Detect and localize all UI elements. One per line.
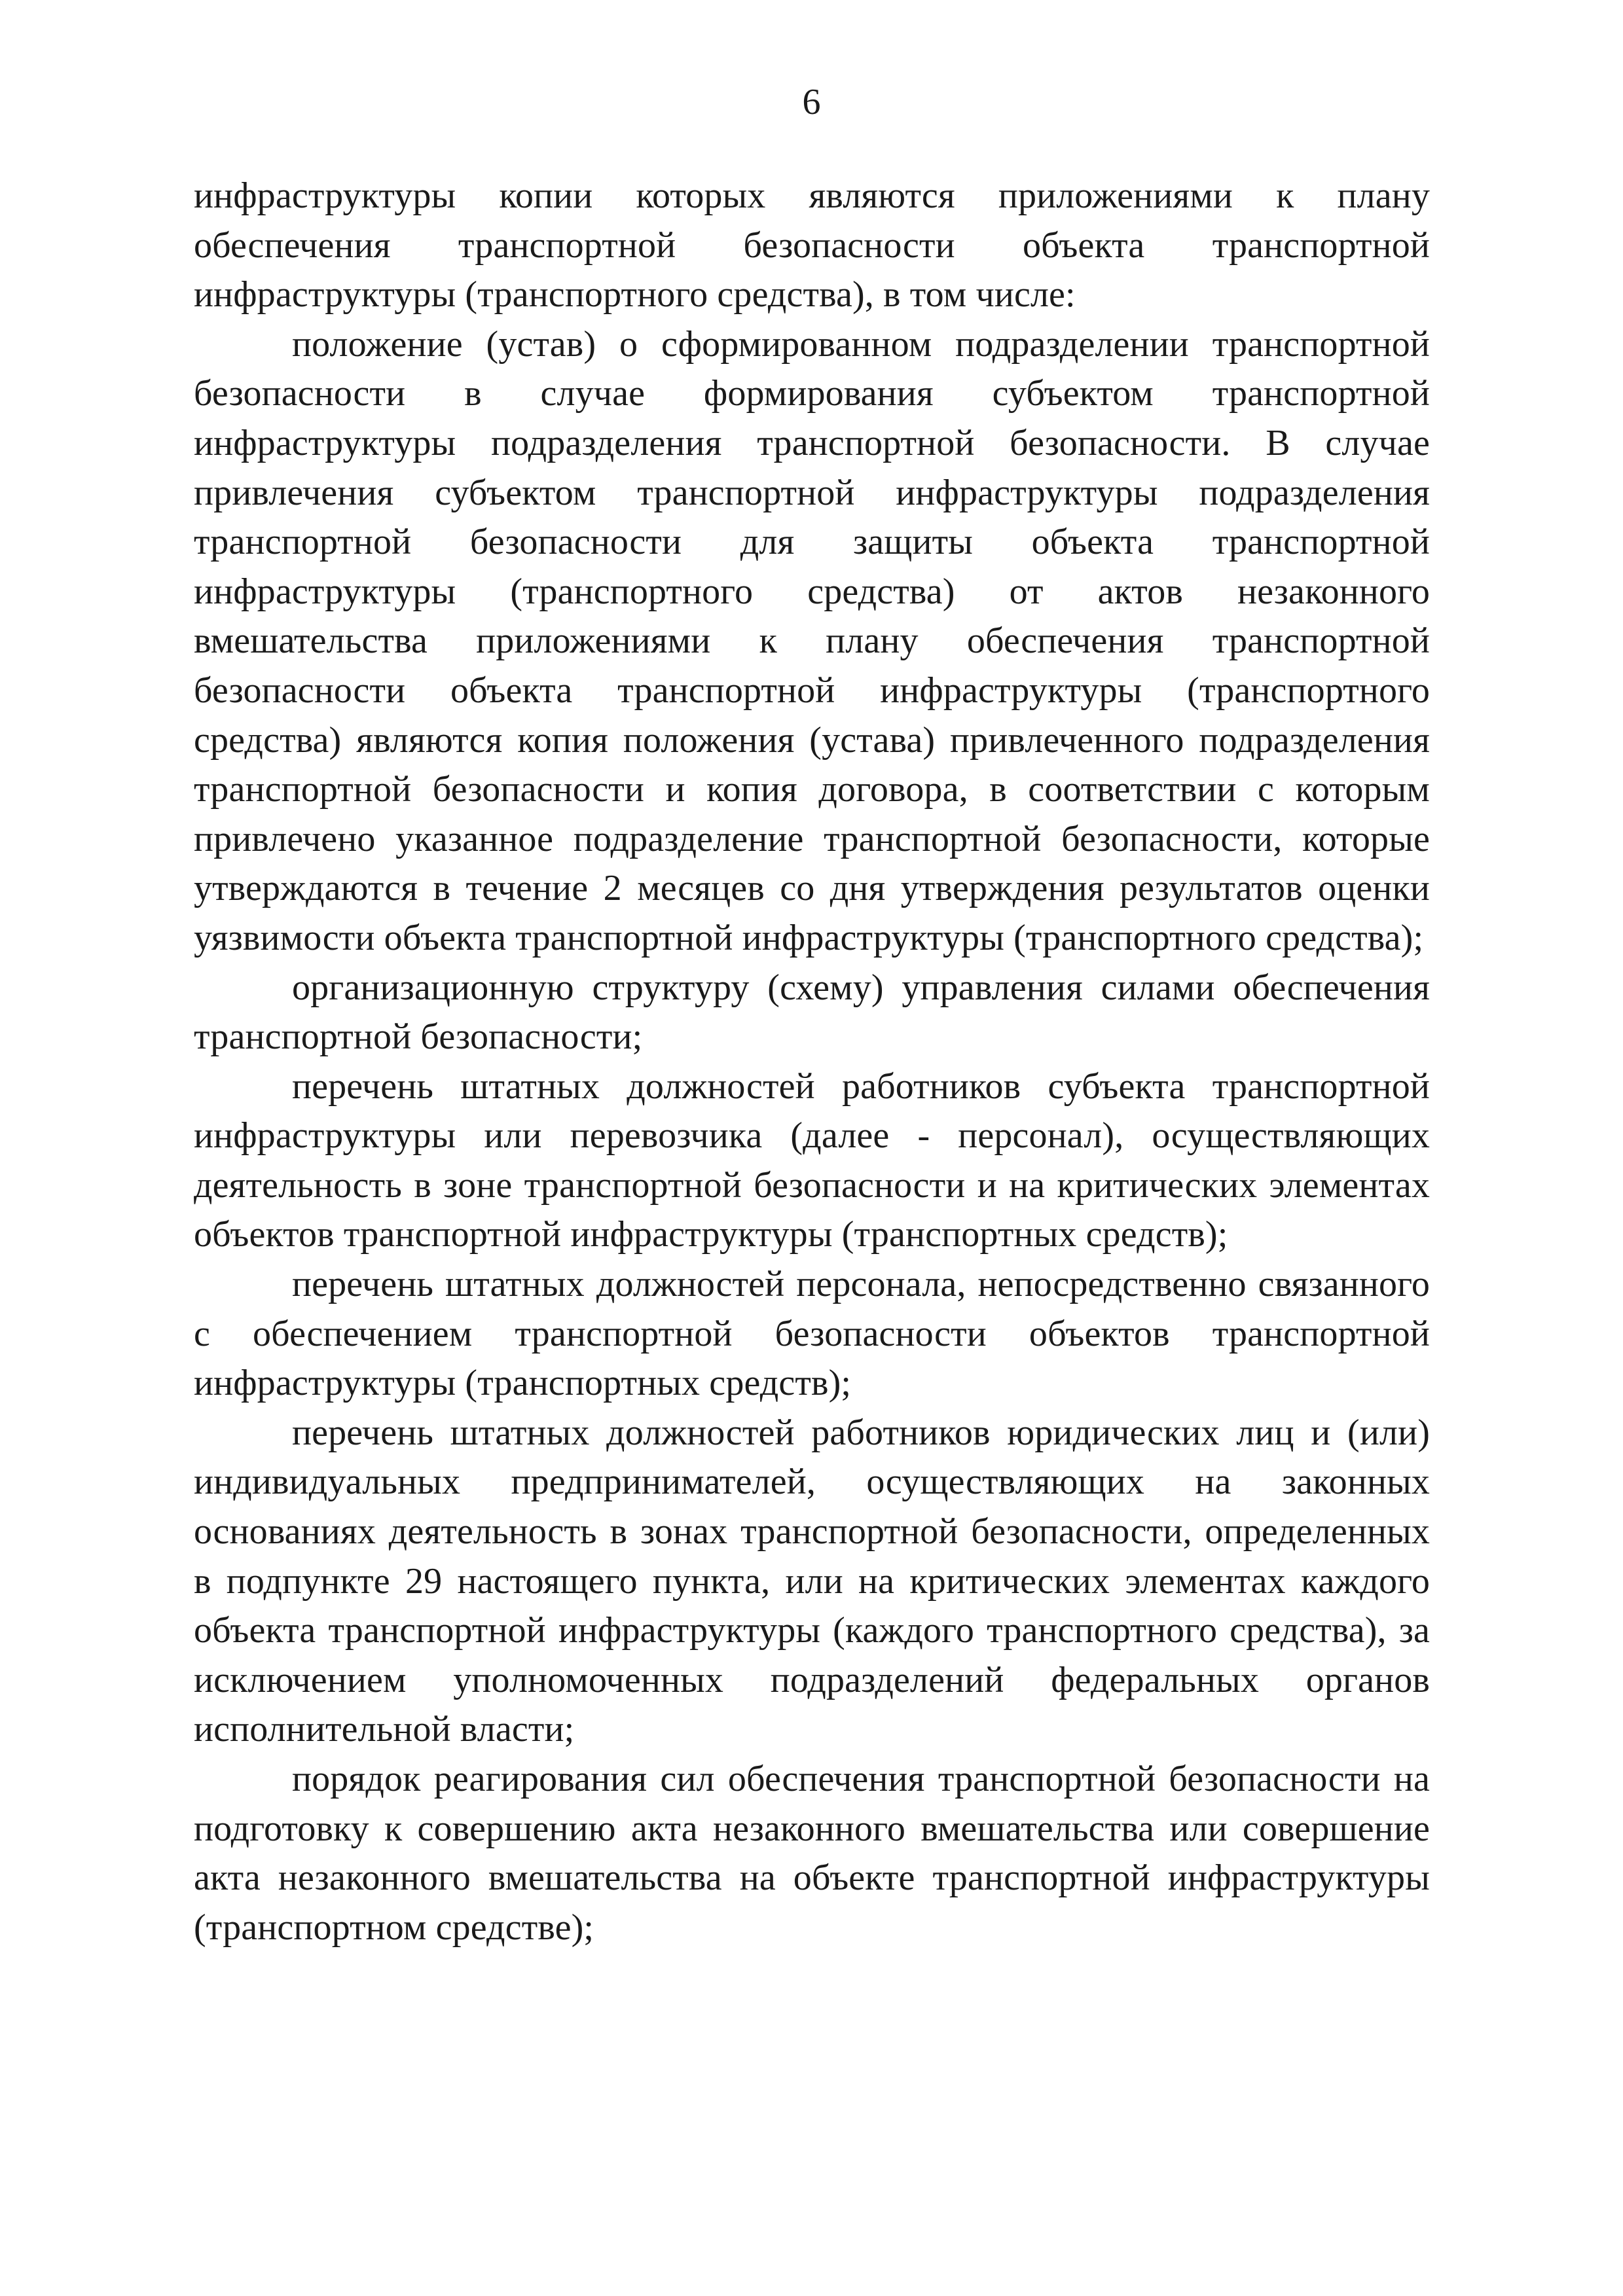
paragraph-security-personnel-list: перечень штатных должностей персонала, непосредственно связанного с обеспечением транспортной безопасности объектов транспортной инфраструктуры (транспортных средств);: [194, 1264, 1430, 1404]
page-number: 6: [802, 82, 821, 122]
paragraph-continuation: инфраструктуры копии которых являются приложениями к плану обеспечения транспортной безопасности объекта транспортной инфраструктуры (транспортного средства), в том числе:: [194, 175, 1430, 315]
paragraph-response-procedure: порядок реагирования сил обеспечения транспортной безопасности на подготовку к совершению акта незаконного вмешательства или совершение акта незаконного вмешательства на объекте транспортной инфраструктуры (транспортном средстве);: [194, 1759, 1430, 1948]
paragraph-staff-positions-list: перечень штатных должностей работников субъекта транспортной инфраструктуры или перевозчика (далее - персонал), осуществляющих деятельность в зоне транспортной безопасности и на критических элементах объектов транспортной инфраструктуры (транспортных средств);: [194, 1066, 1430, 1255]
paragraph-third-party-workers-list: перечень штатных должностей работников юридических лиц и (или) индивидуальных предпринимателей, осуществляющих на законных основаниях деятельность в зонах транспортной безопасности, определенных в подпункте 29 настоящего пункта, или на критических элементах каждого объекта транспортной инфраструктуры (каждого транспортного средства), за исключением уполномоченных подразделений федеральных органов исполнительной власти;: [194, 1412, 1430, 1750]
paragraph-organizational-structure: организационную структуру (схему) управления силами обеспечения транспортной безопасности;: [194, 967, 1430, 1058]
document-body: [194, 171, 1430, 1952]
paragraph-regulation-statute: положение (устав) о сформированном подразделении транспортной безопасности в случае формирования субъектом транспортной инфраструктуры подразделения транспортной безопасности. В случае привлечения субъектом транспортной инфраструктуры подразделения транспортной безопасности для защиты объекта транспортной инфраструктуры (транспортного средства) от актов незаконного вмешательства приложениями к плану обеспечения транспортной безопасности объекта транспортной инфраструктуры (транспортного средства) являются копия положения (устава) привлеченного подразделения транспортной безопасности и копия договора, в соответствии с которым привлечено указанное подразделение транспортной безопасности, которые утверждаются в течение 2 месяцев со дня утверждения результатов оценки уязвимости объекта транспортной инфраструктуры (транспортного средства);: [194, 323, 1430, 958]
